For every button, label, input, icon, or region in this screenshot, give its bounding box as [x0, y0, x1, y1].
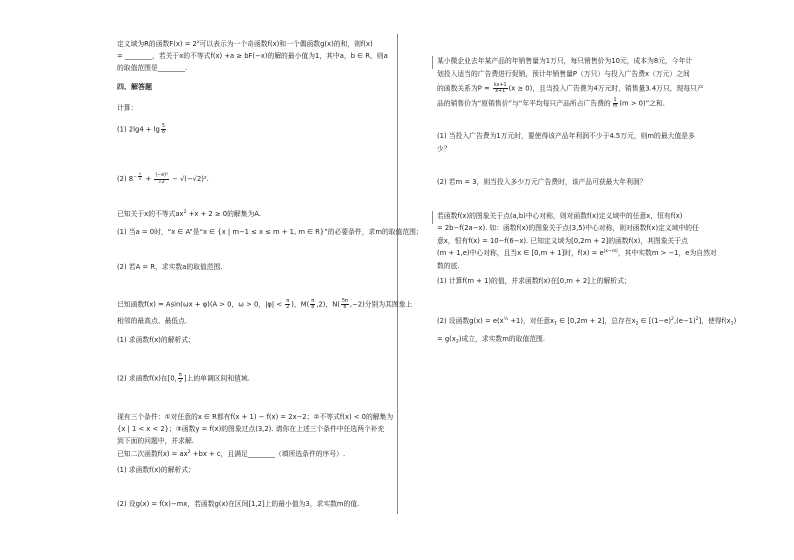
- text: ): [733, 317, 737, 325]
- fraction: [310, 299, 315, 310]
- denominator: 8: [343, 305, 347, 311]
- advertising-part-2: (2) 若m = 3，则当投入多少万元广告费时，该产品可获最大年利润？: [437, 178, 647, 186]
- minus-sign: −: [133, 175, 137, 180]
- numerator: 5: [161, 124, 165, 129]
- exponent: 2: [671, 317, 674, 322]
- text: +1)，对任意x: [508, 317, 555, 325]
- text: (m > 0)”之和.: [619, 99, 665, 108]
- exponent: ½: [503, 317, 509, 322]
- text: ,−2)分别为其图象上: [349, 300, 413, 309]
- advertising-question-stem: 某小微企业去年某产品的年销售量为1万只，每只销售价为10元，成本为8元，今年计: [437, 57, 693, 65]
- denominator: √2: [158, 179, 165, 185]
- exponent: 2: [695, 317, 699, 322]
- text: ∈ [(1−e): [638, 317, 672, 325]
- denominator: 2: [286, 305, 290, 311]
- symmetry-question-stem: 数的底.: [437, 262, 460, 270]
- text: 已知关于x的不等式ax: [117, 210, 184, 218]
- advertising-part-1: 少？: [437, 145, 451, 153]
- symmetry-question-stem: 若函数f(x)的图象关于点(a,b)中心对称，则对函数f(x)定义域中的任意x，恒有f(x): [437, 212, 683, 220]
- numerator: kx+1: [493, 83, 507, 88]
- symmetry-part-2: [437, 335, 545, 344]
- text: +x + 2 ≥ 0的解集为A.: [186, 210, 261, 218]
- trig-question-stem: 相邻的最高点、最低点.: [117, 317, 188, 325]
- text: ,(e−1): [673, 317, 696, 325]
- denominator: x+1: [495, 89, 506, 95]
- symmetry-part-2: [437, 317, 736, 326]
- advertising-question-stem: [437, 98, 665, 109]
- text: ∈ [0,2m + 2]，总存在x: [557, 317, 636, 325]
- text: ，其中实数m > −1，e为自然对: [617, 249, 717, 257]
- text: (2) 8: [117, 175, 134, 183]
- inequality-part-2: (2) 若A = R，求实数a的取值范围.: [117, 263, 223, 271]
- exponent: 2: [187, 450, 191, 455]
- text: (m + 1,e)中心对称，且当x ∈ [0,m + 1]时，f(x) = e: [437, 249, 604, 257]
- advertising-part-1: (1) 当投入广告费为1万元时，要使得该产品年利润不少于4.5万元，则m的最大值是多: [437, 132, 695, 140]
- text: ,2)，N(: [316, 300, 340, 309]
- trig-part-2: [117, 373, 250, 384]
- text: = g(x: [437, 335, 456, 343]
- fill-question-line: [117, 40, 373, 49]
- fraction: [341, 299, 349, 310]
- column-divider: [397, 34, 398, 514]
- exponent: [133, 172, 143, 181]
- symmetry-question-stem: 意x，恒有f(x) = 10−f(6−x). 已知定义域为[0,2m + 2]的函数f(x)，其图象关于点: [437, 237, 688, 245]
- text: ]，使得f(x: [698, 317, 731, 325]
- denominator: 3: [138, 177, 142, 181]
- fill-question-line: 的取值范围是________.: [117, 64, 188, 72]
- text: 已知二次函数f(x) = ax: [117, 450, 188, 458]
- symmetry-question-stem: = 2b−f(2a−x). 如：函数f(x)的图象关于点(3,5)中心对称，则对函数f(x)定义域中的任: [437, 224, 699, 232]
- calc-part-2: [117, 172, 209, 185]
- inequality-part-1: (1) 当a = 0时，“x ∈ A”是“x ∈ {x | m−1 ≤ x ≤ m + 1, m ∈ R}”的必要条件，求m的取值范围；: [117, 228, 423, 236]
- text: − √(−√2)².: [169, 175, 209, 183]
- numerator: 5π: [341, 299, 348, 304]
- text: (x ≥ 0)，且当投入广告费为4万元时，销售量3.4万只，现每只产: [508, 84, 704, 93]
- text: 定义域为R的函数F(x) = 2: [117, 40, 197, 48]
- advertising-question-stem: [437, 83, 704, 94]
- text: 可以表示为一个奇函数f(x)和一个偶函数g(x)的和，则f(x): [199, 40, 373, 48]
- text: 已知函数f(x) = Asin(ωx + φ)(A > 0，ω > 0，|φ| <: [117, 300, 285, 309]
- text: 品的销售价为“原销售价”与“年平均每只产品所占广告费的: [437, 99, 611, 108]
- numerator: π: [286, 299, 290, 304]
- numerator: 1: [613, 98, 617, 103]
- trig-question-stem: [117, 299, 412, 310]
- fill-question-line: = ________，若关于x的不等式f(x) +a ≥ bF(−x)的解的最小值为1，其中a，b ∈ R，则a: [117, 52, 388, 60]
- margin-mark: [432, 56, 433, 69]
- numerator: π: [311, 299, 315, 304]
- margin-mark: [432, 211, 433, 224]
- calc-question-stem: 计算：: [117, 104, 138, 112]
- quadratic-question-stem: [117, 450, 345, 459]
- numerator: (−e)⁰: [155, 173, 168, 179]
- text: (2) 求函数f(x)在[0,: [117, 374, 177, 383]
- quadratic-part-2: (2) 设g(x) = f(x)−mx，若函数g(x)在区间[1,2]上的最小值为3，求实数m的值.: [117, 500, 360, 508]
- subscript: 2: [455, 339, 459, 345]
- text: ]上的单调区间和值域.: [183, 374, 250, 383]
- denominator: 2: [178, 379, 182, 385]
- subscript: 2: [635, 321, 639, 327]
- trig-part-1: (1) 求函数f(x)的解析式；: [117, 336, 195, 344]
- fraction: [138, 172, 142, 181]
- denominator: 8: [161, 130, 165, 136]
- fraction: [154, 173, 169, 184]
- symmetry-question-stem: [437, 249, 717, 258]
- quadratic-question-stem: 现有三个条件：①对任意的x ∈ R都有f(x + 1) − f(x) = 2x−2；②不等式f(x) < 0的解集为: [117, 413, 394, 421]
- subscript: 1: [554, 321, 558, 327]
- fraction: [161, 124, 166, 135]
- subscript: 1: [730, 321, 734, 327]
- exponent: |x−m|: [603, 249, 618, 254]
- text: (1) 2lg4 + lg: [117, 125, 160, 134]
- numerator: 2: [138, 172, 142, 176]
- exponent: 2: [183, 210, 187, 215]
- text: (2) 设函数g(x) = e(x: [437, 317, 504, 325]
- fraction: [493, 83, 508, 94]
- fraction: [178, 373, 183, 384]
- quadratic-question-stem: 到下面的问题中，并求解.: [117, 437, 194, 445]
- quadratic-question-stem: {x | 1 < x < 2}；③函数y = f(x)的图象过点(3,2). 请你在上述三个条件中任选两个补充: [117, 425, 385, 433]
- text: +: [143, 175, 154, 183]
- text: +bx + c，且满足________（填所选条件的序号）.: [190, 450, 346, 458]
- advertising-question-stem: 划投入适当的广告费进行促销，预计年销售量P（万只）与投入广告费x（万元）之间: [437, 70, 690, 78]
- denominator: m: [612, 104, 618, 110]
- text: )，M(: [291, 300, 310, 309]
- numerator: π: [178, 373, 182, 378]
- calc-part-1: [117, 124, 167, 135]
- text: )成立，求实数m的取值范围.: [458, 335, 545, 343]
- fraction: [285, 299, 290, 310]
- fraction: [612, 98, 619, 109]
- quadratic-part-1: (1) 求函数f(x)的解析式；: [117, 466, 195, 474]
- section-heading: 四、解答题: [117, 83, 152, 91]
- inequality-question-stem: [117, 210, 261, 219]
- exponent: x: [196, 40, 200, 45]
- denominator: 8: [311, 305, 315, 311]
- text: 的函数关系为P =: [437, 84, 492, 93]
- symmetry-part-1: (1) 计算f(m + 1)的值，并求函数f(x)在[0,m + 2]上的解析式；: [437, 277, 631, 285]
